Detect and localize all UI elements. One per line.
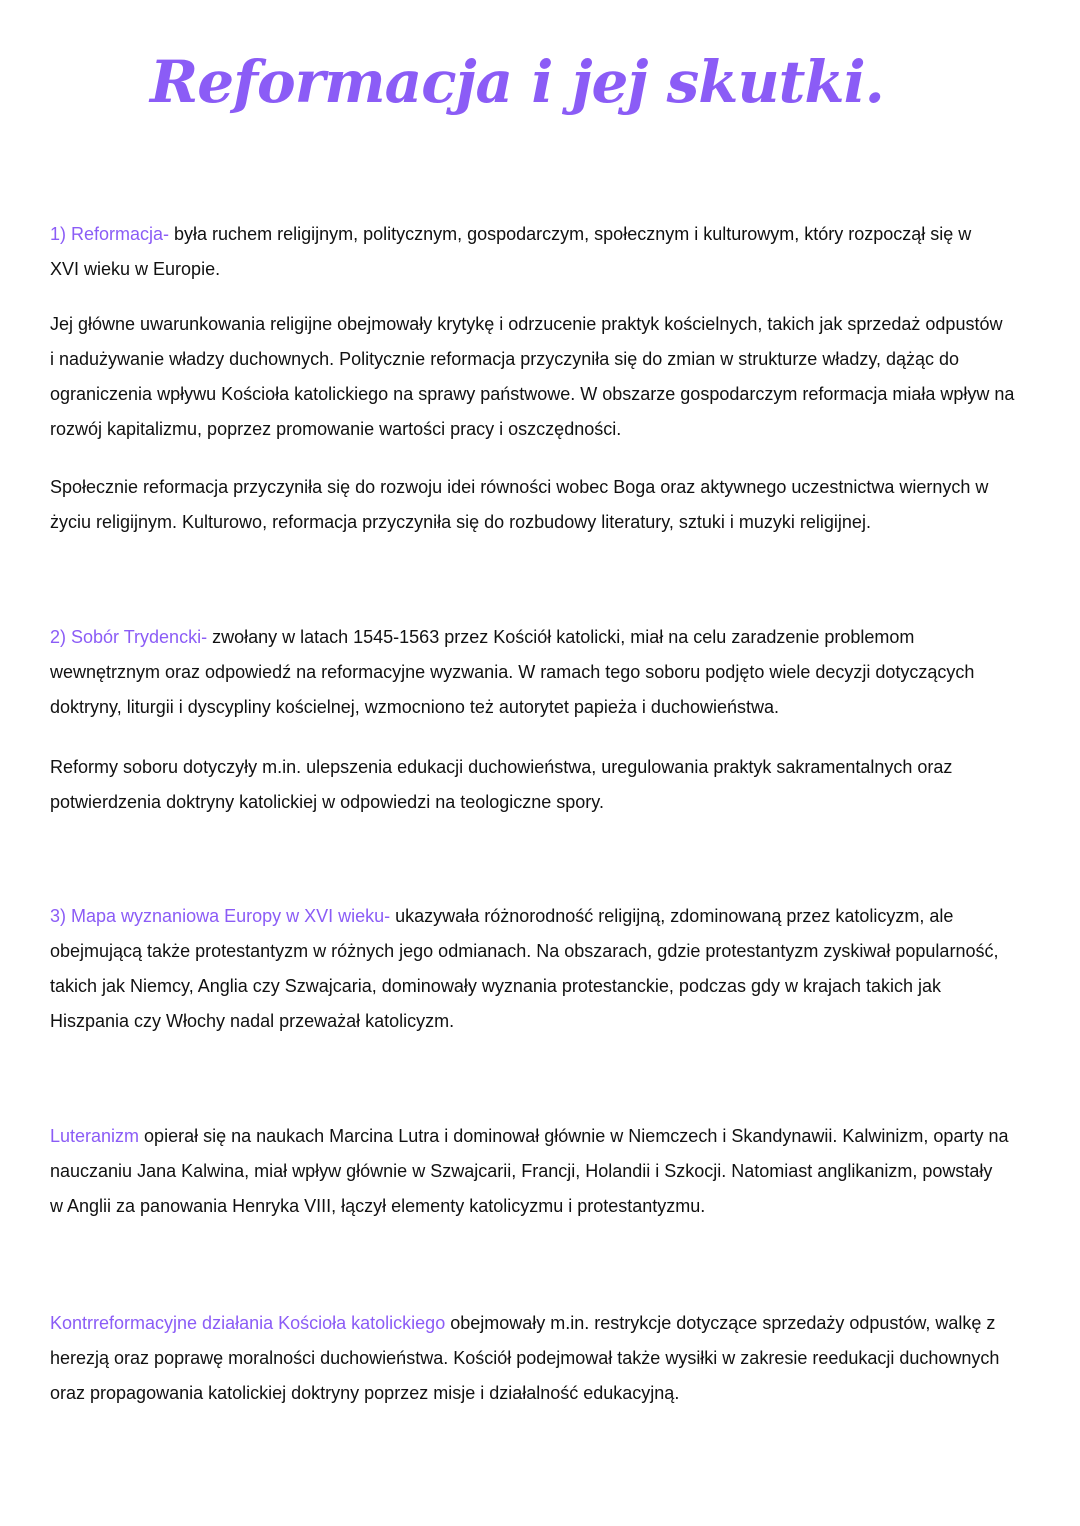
text-line: 3) Mapa wyznaniowa Europy w XVI wieku- ukazywała różnorodność religijną, zdominowaną przez katolicyzm, ale [50,906,954,926]
page-title: Reformacja i jej skutki. [150,48,884,116]
text-line: Hiszpania czy Włochy nadal przeważał katolicyzm. [50,1011,455,1031]
section-luteranizm [50,1119,1040,1224]
text-line: 1) Reformacja- była ruchem religijnym, politycznym, gospodarczym, społecznym i kulturowym, który rozpoczął się w [50,224,972,244]
text-line: Jej główne uwarunkowania religijne obejmowały krytykę i odrzucenie praktyk kościelnych, takich jak sprzedaż odpustów [50,314,1003,334]
text-line: i nadużywanie władzy duchownych. Politycznie reformacja przyczyniła się do zmian w strukturze władzy, dążąc do [50,349,960,369]
section-heading: Luteranizm [50,1126,140,1146]
paragraph-reformy-soboru [50,750,1040,820]
text-line: w Anglii za panowania Henryka VIII, łączył elementy katolicyzmu i protestantyzmu. [50,1196,706,1216]
text-line: takich jak Niemcy, Anglia czy Szwajcaria, dominowały wyznania protestanckie, podczas gdy w krajach takich jak [50,976,942,996]
section-heading: 3) Mapa wyznaniowa Europy w XVI wieku- [50,906,391,926]
text-line: Reformy soboru dotyczyły m.in. ulepszenia edukacji duchowieństwa, uregulowania praktyk sakramentalnych oraz [50,757,953,777]
text-line: oraz propagowania katolickiej doktryny poprzez misje i działalność edukacyjną. [50,1383,680,1403]
section-reformacja-intro [50,217,1040,287]
text-line: obejmującą także protestantyzm w różnych jego odmianach. Na obszarach, gdzie protestantyzm zyskiwał popularność, [50,941,999,961]
text-line: Luteranizm opierał się na naukach Marcina Lutra i dominował głównie w Niemczech i Skandynawii. Kalwinizm, oparty na [50,1126,1009,1146]
text-line: herezją oraz poprawę moralności duchowieństwa. Kościół podejmował także wysiłki w zakresie reedukacji duchownych [50,1348,1000,1368]
section-kontrreformacja [50,1306,1040,1411]
section-mapa-wyznaniowa [50,899,1040,1039]
paragraph-uwarunkowania [50,307,1040,447]
paragraph-spolecznie [50,470,1040,540]
section-heading: 1) Reformacja- [50,224,170,244]
text-line: 2) Sobór Trydencki- zwołany w latach 1545-1563 przez Kościół katolicki, miał na celu zaradzenie problemom [50,627,915,647]
text-line: życiu religijnym. Kulturowo, reformacja przyczyniła się do rozbudowy literatury, sztuki i muzyki religijnej. [50,512,871,532]
text-line: nauczaniu Jana Kalwina, miał wpływ głównie w Szwajcarii, Francji, Holandii i Szkocji. Natomiast anglikanizm, powstały [50,1161,993,1181]
text-line: Społecznie reformacja przyczyniła się do rozwoju idei równości wobec Boga oraz aktywnego uczestnictwa wiernych w [50,477,989,497]
section-heading: 2) Sobór Trydencki- [50,627,208,647]
section-heading: Kontrreformacyjne działania Kościoła katolickiego [50,1313,446,1333]
text-line: XVI wieku w Europie. [50,259,221,279]
section-sobor-trydencki [50,620,1040,725]
text-line: doktryny, liturgii i dyscypliny kościelnej, wzmocniono też autorytet papieża i duchowieństwa. [50,697,780,717]
text-line: ograniczenia wpływu Kościoła katolickiego na sprawy państwowe. W obszarze gospodarczym reformacja miała wpływ na [50,384,1015,404]
text-line: rozwój kapitalizmu, poprzez promowanie wartości pracy i oszczędności. [50,419,622,439]
text-line: potwierdzenia doktryny katolickiej w odpowiedzi na teologiczne spory. [50,792,604,812]
text-line: wewnętrznym oraz odpowiedź na reformacyjne wyzwania. W ramach tego soboru podjęto wiele decyzji dotyczących [50,662,975,682]
text-line: Kontrreformacyjne działania Kościoła katolickiego obejmowały m.in. restrykcje dotyczące sprzedaży odpustów, walkę z [50,1313,996,1333]
